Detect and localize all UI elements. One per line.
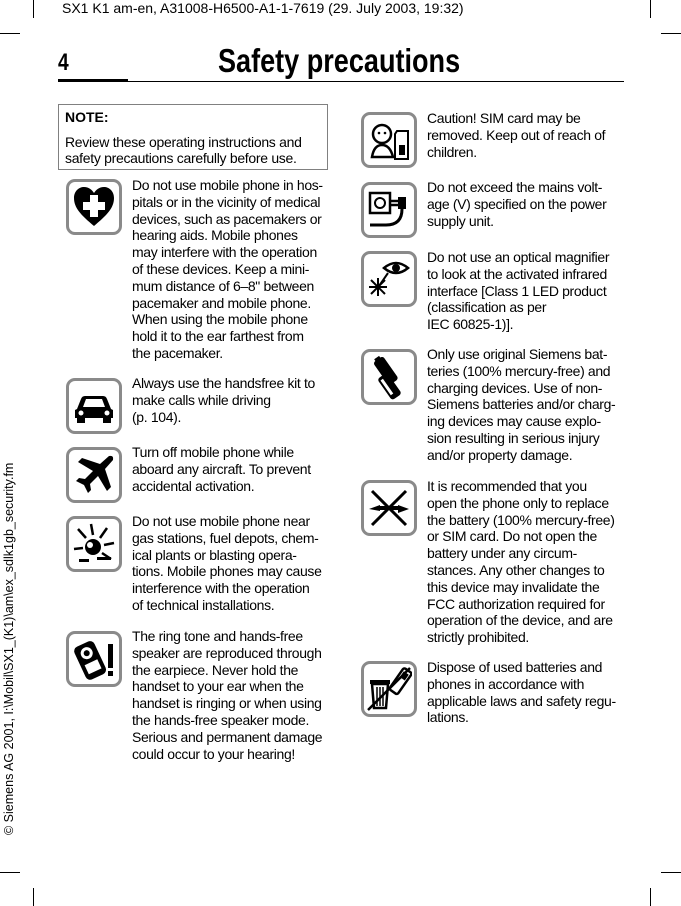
safety-text-disposal: Dispose of used batteries and phones in accordance with applicable laws and safety regu- lations. — [427, 659, 616, 726]
side-margin-text: © Siemens AG 2001, I:\Mobil\SX1_(K1)\am\ex_sdlk1gb_security.fm — [2, 462, 16, 835]
crop-mark — [661, 33, 681, 34]
safety-text-opening-phone: It is recommended that you open the phone only to replace the battery (100% mercury-free) or SIM card. Do not open the battery under any circum- stances. Any other changes to this device may invalidate the FCC authorization required for operation of the device, and are strictly prohibited. — [427, 478, 615, 646]
power-plug-icon — [361, 182, 417, 238]
crop-mark — [650, 888, 651, 906]
safety-text-driving: Always use the handsfree kit to make calls while driving (p. 104). — [132, 375, 315, 425]
note-box — [58, 104, 328, 170]
safety-text-infrared: Do not use an optical magnifier to look at the activated infrared interface [Class 1 LED product (classification as per IEC 60825-1)]. — [427, 249, 610, 333]
title-rule — [58, 81, 624, 82]
loud-phone-icon — [66, 631, 122, 687]
safety-text-batteries: Only use original Siemens bat- teries (100% mercury-free) and charging devices. Use of non- Siemens batteries and/or charg- ing devices may cause explo- sion resulting in serious injury and/or property damage. — [427, 346, 616, 463]
crop-mark — [661, 872, 681, 873]
crop-mark — [33, 0, 34, 18]
safety-text-hospitals: Do not use mobile phone in hos- pitals or in the vicinity of medical devices, such as pacemakers or hearing aids. Mobile phones may interfere with the operation of these devices. Keep a mini- mum distance of 6–8" between pacemaker and mobile phone. When using the mobile phone hold it to the ear farthest from the pacemaker. — [132, 177, 323, 361]
crop-mark — [33, 888, 34, 906]
safety-text-sim-card: Caution! SIM card may be removed. Keep out of reach of children. — [427, 110, 606, 160]
note-title: NOTE: — [65, 109, 109, 125]
batteries-icon — [361, 349, 417, 405]
explosion-icon — [66, 516, 122, 572]
crop-mark — [650, 0, 651, 18]
airplane-icon — [66, 447, 122, 503]
battery-disposal-icon — [361, 661, 417, 717]
crossed-tools-icon — [361, 480, 417, 536]
page-number: 4 — [58, 49, 69, 76]
safety-text-hearing: The ring tone and hands-free speaker are reproduced through the earpiece. Never hold the handset to your ear when the handset is ringing or when using the hands-free speaker mode. Serious and permanent damage could occur to your hearing! — [132, 628, 323, 762]
baby-sim-card-icon — [361, 112, 417, 168]
note-body: Review these operating instructions and safety precautions carefully before use. — [65, 134, 302, 166]
safety-text-explosive-areas: Do not use mobile phone near gas stations, fuel depots, chem- ical plants or blasting opera- tions. Mobile phones may cause interference with the operation of technical installations. — [132, 513, 322, 613]
eye-laser-icon — [361, 251, 417, 307]
safety-text-mains-voltage: Do not exceed the mains volt- age (V) specified on the power supply unit. — [427, 179, 607, 229]
medical-cross-heart-icon — [66, 179, 122, 235]
page-title: Safety precautions — [218, 42, 461, 79]
crop-mark — [0, 872, 20, 873]
safety-text-aircraft: Turn off mobile phone while aboard any aircraft. To prevent accidental activation. — [132, 444, 311, 494]
running-header: SX1 K1 am-en, A31008-H6500-A1-1-7619 (29. July 2003, 19:32) — [62, 0, 464, 16]
crop-mark — [0, 33, 20, 34]
car-icon — [66, 378, 122, 434]
